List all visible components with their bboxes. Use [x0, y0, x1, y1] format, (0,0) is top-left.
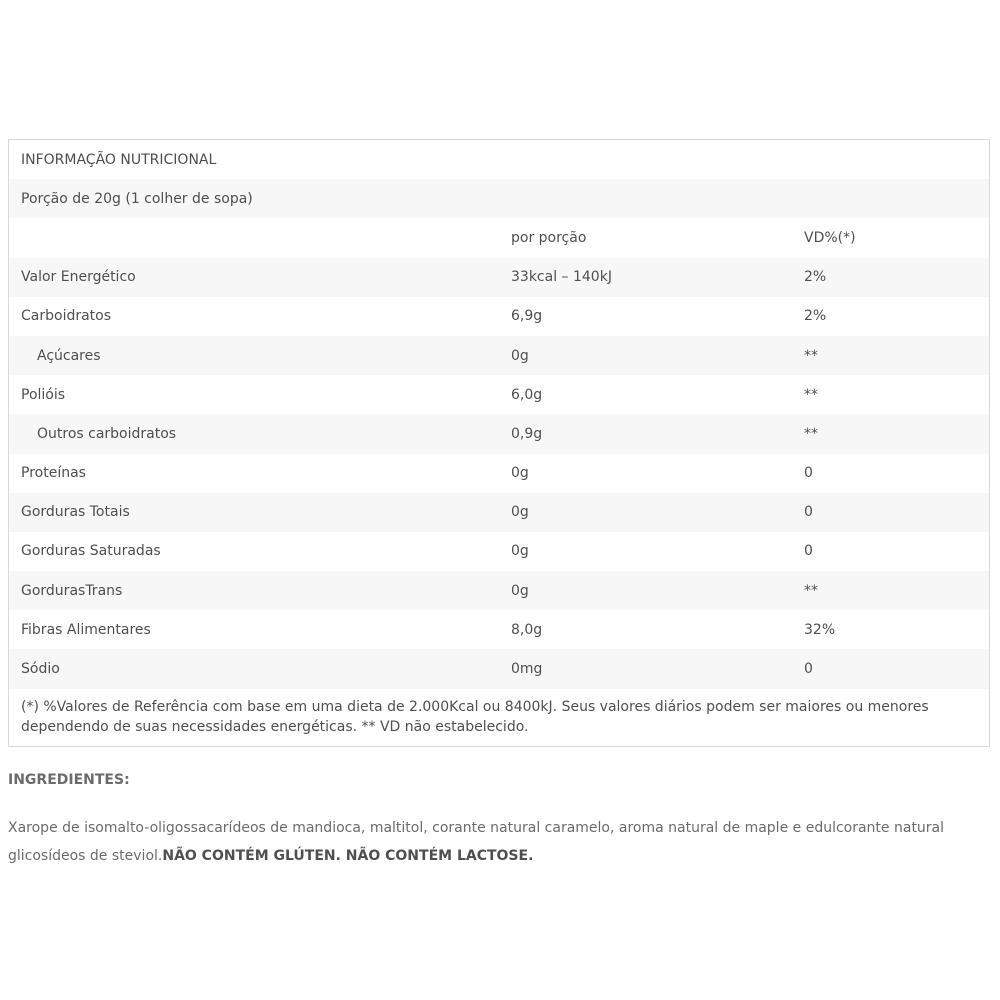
nutrient-name: Carboidratos	[21, 308, 112, 325]
nutrient-name: Valor Energético	[21, 269, 136, 286]
nutrient-name: Fibras Alimentares	[21, 621, 151, 638]
nutrient-portion: 33kcal – 140kJ	[511, 269, 612, 286]
nutrient-vd: **	[804, 425, 818, 442]
nutrient-name: Polióis	[21, 386, 66, 403]
nutrient-vd: **	[804, 347, 818, 364]
table-row	[9, 649, 989, 688]
nutrient-portion: 0g	[511, 347, 529, 364]
nutrient-name: Açúcares	[37, 347, 101, 364]
table-title-row	[9, 140, 989, 179]
table-title: INFORMAÇÃO NUTRICIONAL	[21, 151, 217, 168]
table-row	[9, 493, 989, 532]
nutrient-name: Sódio	[21, 661, 60, 678]
nutrient-portion: 0g	[511, 465, 529, 482]
ingredients-text	[8, 814, 968, 870]
allergen-warning: NÃO CONTÉM GLÚTEN. NÃO CONTÉM LACTOSE.	[162, 848, 534, 864]
serving-size: Porção de 20g (1 colher de sopa)	[21, 190, 253, 207]
table-row	[9, 297, 989, 336]
nutrient-name: Gorduras Saturadas	[21, 543, 161, 560]
nutrient-name: Outros carboidratos	[37, 425, 177, 442]
table-row	[9, 414, 989, 453]
table-row	[9, 336, 989, 375]
table-row	[9, 571, 989, 610]
table-row	[9, 610, 989, 649]
header-vd: VD%(*)	[804, 229, 856, 246]
header-row	[9, 218, 989, 257]
table-row	[9, 532, 989, 571]
nutrient-vd: 0	[804, 543, 813, 560]
nutrient-vd: **	[804, 386, 818, 403]
table-row	[9, 258, 989, 297]
nutrient-portion: 6,0g	[511, 386, 543, 403]
nutrient-name: Gorduras Totais	[21, 504, 130, 521]
ingredients-title: INGREDIENTES:	[8, 772, 130, 788]
nutrient-vd: 32%	[804, 621, 836, 638]
nutrient-portion: 0,9g	[511, 425, 543, 442]
nutrient-portion: 6,9g	[511, 308, 543, 325]
nutrient-name: Proteínas	[21, 465, 86, 482]
nutrition-table	[8, 139, 990, 747]
table-row	[9, 454, 989, 493]
nutrient-portion: 0g	[511, 582, 529, 599]
table-row	[9, 375, 989, 414]
nutrient-vd: 2%	[804, 269, 827, 286]
nutrient-portion: 0g	[511, 543, 529, 560]
footnote-line: dependendo de suas necessidades energéticas. ** VD não estabelecido.	[21, 718, 529, 735]
footnote-line: (*) %Valores de Referência com base em uma dieta de 2.000Kcal ou 8400kJ. Seus valores diários podem ser maiores ou menores	[21, 698, 929, 715]
ingredients-list: Xarope de isomalto-oligossacarídeos de mandioca, maltitol, corante natural caramelo, aroma natural de maple e edulcorante natural glicosídeos de steviol.	[8, 820, 945, 864]
nutrient-vd: 0	[804, 465, 813, 482]
nutrient-vd: 0	[804, 504, 813, 521]
nutrient-portion: 8,0g	[511, 621, 543, 638]
nutrient-vd: 0	[804, 661, 813, 678]
header-portion: por porção	[511, 229, 587, 246]
nutrient-vd: **	[804, 582, 818, 599]
table-footnote	[9, 689, 989, 746]
serving-row	[9, 179, 989, 218]
nutrient-vd: 2%	[804, 308, 827, 325]
nutrient-portion: 0g	[511, 504, 529, 521]
nutrient-name: GordurasTrans	[21, 582, 123, 599]
nutrient-portion: 0mg	[511, 661, 543, 678]
